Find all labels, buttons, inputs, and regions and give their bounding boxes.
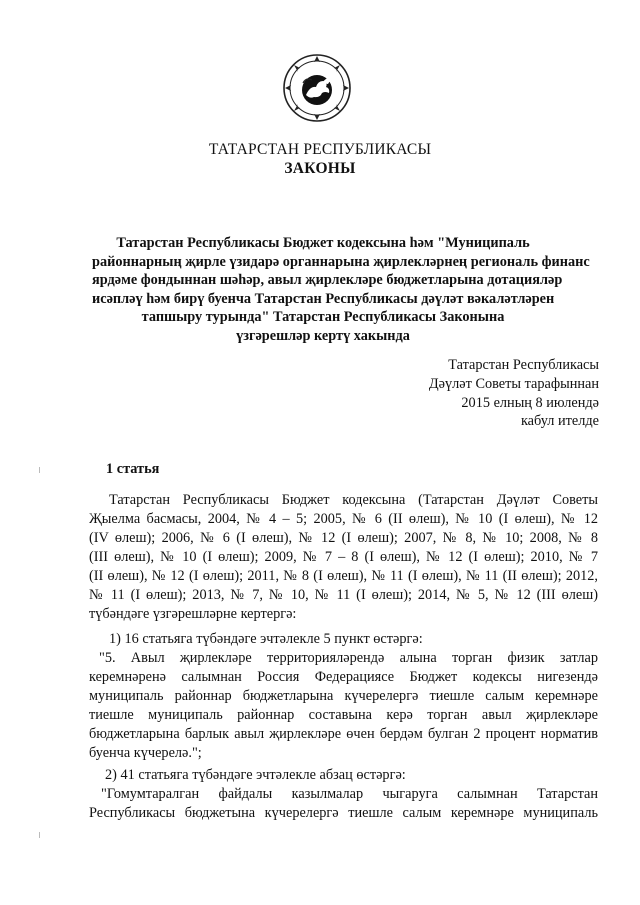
- paragraph-line: бюджетларына барлык авыл җирлекләре өчен бердәм булган 2 процент норматив: [89, 726, 598, 742]
- paragraph-line: керемнәренә салымнан Россия Федерациясе Бюджет кодексы нигезендә: [89, 669, 598, 685]
- paragraph-line: тиешле муниципаль районнар составына керә торган авыл җирлекләре: [89, 707, 598, 723]
- law-title-line: тапшыру турында" Татарстан Республикасы Законына: [141, 309, 505, 325]
- paragraph-line: буенча күчерелә.";: [89, 745, 202, 761]
- paragraph-line: 2) 41 статьяга түбәндәге эчтәлекле абзац өстәргә:: [105, 767, 406, 783]
- paragraph-line: Республикасы бюджетына күчерелергә тиешле салым керемнәре муниципаль: [89, 805, 598, 821]
- paragraph-line: № 11 (I өлеш); 2013, № 7, № 10, № 11 (I өлеш); 2014, № 5, № 12 (III өлеш): [89, 587, 598, 603]
- adoption-line: Дәүләт Советы тарафыннан: [428, 375, 599, 392]
- law-heading: ЗАКОНЫ: [284, 160, 356, 177]
- item-1-paragraph: [89, 630, 598, 763]
- law-title-line: үзгәрешләр кертү хакында: [236, 327, 410, 344]
- law-title: [92, 234, 590, 345]
- scan-mark: [39, 832, 40, 838]
- paragraph-line: муниципаль районнар бюджетларына күчерелергә тиешле салым керемнәре: [89, 688, 598, 704]
- coat-of-arms-icon: [282, 53, 352, 123]
- scan-mark: [39, 467, 40, 473]
- republic-heading: ТАТАРСТАН РЕСПУБЛИКАСЫ: [208, 141, 432, 158]
- law-title-line: районнарның җирле үзидарә органнарына җирлекләрнең региональ финанс: [92, 253, 590, 270]
- paragraph-line: Татарстан Республикасы Бюджет кодексына (Татарстан Дәүләт Советы: [109, 492, 598, 508]
- article-title: 1 статья: [106, 461, 160, 477]
- item-2-paragraph: [89, 766, 598, 823]
- paragraph-line: 1) 16 статьяга түбәндәге эчтәлекле 5 пункт өстәргә:: [109, 631, 423, 647]
- law-title-line: Татарстан Республикасы Бюджет кодексына һәм "Муниципаль: [116, 235, 530, 251]
- paragraph-line: "Гомумтаралган файдалы казылмалар чыгаруга салымнан Татарстан: [101, 786, 598, 802]
- paragraph-line: "5. Авыл җирлекләре территорияләрендә алына торган физик затлар: [99, 650, 598, 666]
- adoption-line: 2015 елның 8 июлендә: [461, 394, 599, 411]
- law-title-line: ярдәме фондыннан шәһәр, авыл җирлекләре бюджетларына дотацияләр: [92, 272, 563, 288]
- paragraph-line: Җыелма басмасы, 2004, № 4 – 5; 2005, № 6 (II өлеш), № 10 (I өлеш), № 12: [89, 511, 598, 527]
- paragraph-line: (III өлеш), № 10 (I өлеш); 2009, № 7 – 8 (I өлеш), № 12 (I өлеш); 2010, № 7: [89, 549, 598, 565]
- adoption-line: Татарстан Республикасы: [448, 357, 599, 373]
- adoption-block: [429, 356, 599, 431]
- law-title-line: исәпләү һәм бирү буенча Татарстан Республикасы дәүләт вәкаләтләрен: [92, 290, 555, 307]
- paragraph-line: (IV өлеш); 2006, № 6 (I өлеш), № 12 (I өлеш); 2007, № 8, № 10; 2008, № 8: [89, 530, 598, 546]
- adoption-line: кабул ителде: [520, 413, 599, 430]
- paragraph-line: (II өлеш), № 12 (I өлеш); 2011, № 8 (I өлеш), № 11 (I өлеш), № 11 (II өлеш); 2012,: [89, 568, 598, 584]
- article-paragraph: [89, 491, 598, 624]
- paragraph-line: түбәндәге үзгәрешләрне кертергә:: [89, 606, 297, 622]
